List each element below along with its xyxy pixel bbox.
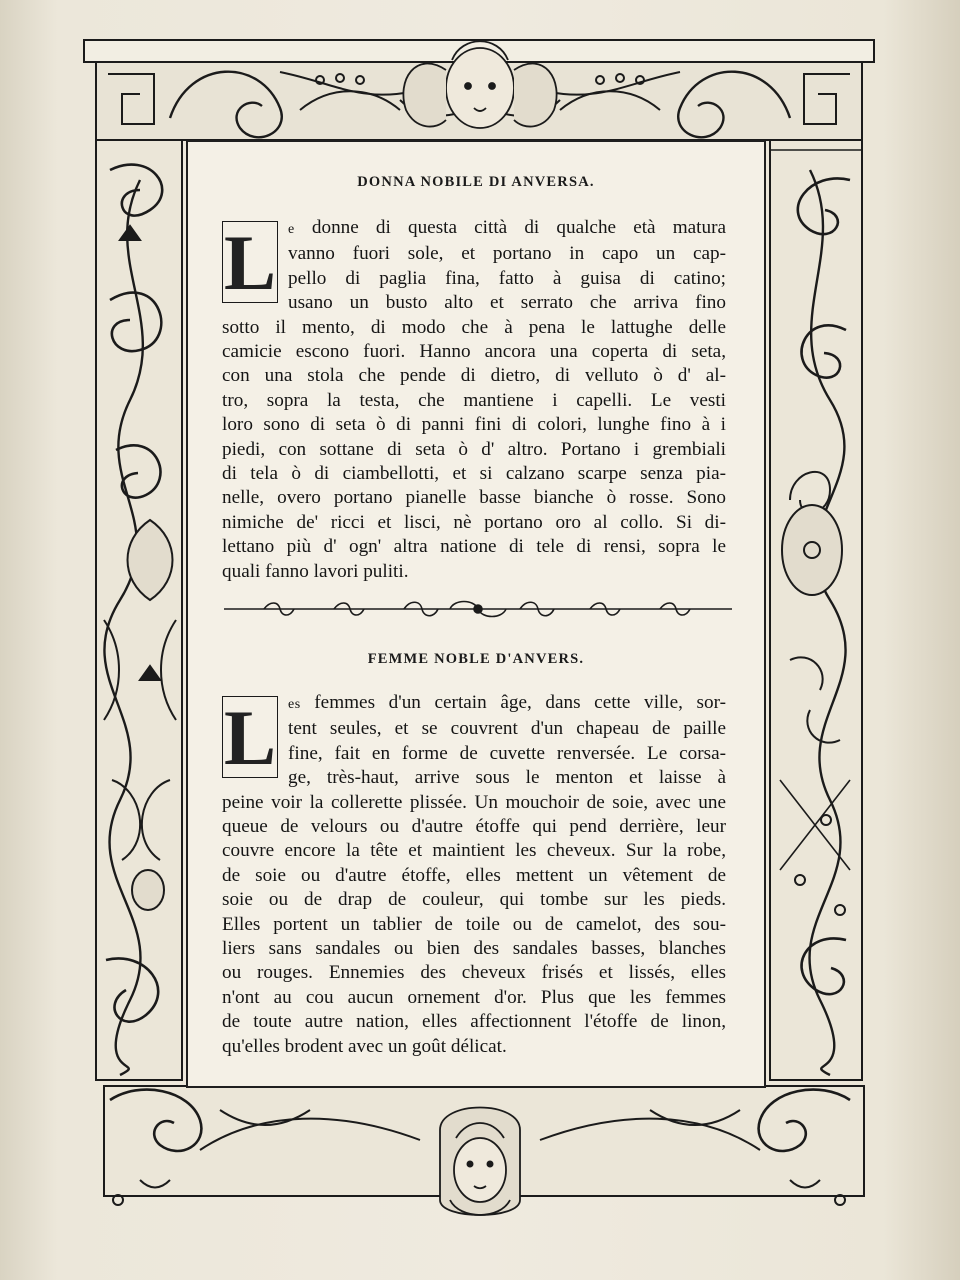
text-line: couvre encore la tête et maintient les cheveux. Sur la robe, bbox=[222, 840, 726, 862]
italian-title: DONNA NOBILE DI ANVERSA. bbox=[357, 174, 595, 190]
drop-cap-letter: L bbox=[223, 219, 277, 306]
text-line: de soie ou d'autre étoffe, elles mettent un vêtement de bbox=[222, 864, 726, 886]
text-line: usano un busto alto et serrato che arriva fino bbox=[288, 292, 726, 314]
text-line: Elles portent un tablier de toile ou de camelot, des sou- bbox=[222, 913, 726, 935]
italian-paragraph bbox=[222, 216, 726, 584]
text-line: ge, très-haut, arrive sous le menton et laisse à bbox=[288, 767, 726, 789]
french-paragraph bbox=[222, 691, 726, 1059]
text-panel bbox=[186, 140, 766, 1088]
text-line: lettano più d' ogn' altra natione di tele di rensi, sopra le bbox=[222, 536, 726, 558]
text-line: piedi, con sottane di seta ò d' altro. Portano i grembiali bbox=[222, 438, 726, 460]
text-line: di tela ò di ciambellotti, et si calzano scarpe senza pia- bbox=[222, 463, 726, 485]
text-line: peine voir la collerette plissée. Un mouchoir de soie, avec une bbox=[222, 791, 726, 813]
right-scroll-column bbox=[770, 140, 862, 1080]
first-word-rest: es bbox=[288, 697, 301, 712]
left-scroll-column bbox=[96, 140, 182, 1080]
mascaron-head bbox=[440, 1108, 520, 1216]
text-line: quali fanno lavori puliti. bbox=[222, 560, 409, 582]
text-line: es femmes d'un certain âge, dans cette ville, sor- bbox=[288, 692, 726, 713]
text-line: pello di paglia fina, fatto à guisa di catino; bbox=[288, 267, 726, 289]
text-line: e donne di questa città di qualche età matura bbox=[288, 217, 726, 238]
french-title: FEMME NOBLE D'ANVERS. bbox=[367, 651, 585, 667]
text-line: vanno fuori sole, et portano in capo un cap- bbox=[288, 243, 726, 265]
text-line: liers sans sandales ou bien des sandales basses, blanches bbox=[222, 938, 726, 960]
text-line: queue de velours ou d'autre étoffe qui pend derrière, leur bbox=[222, 816, 726, 838]
text-line: nimiche de' ricci et lisci, nè portano oro al collo. Si di- bbox=[222, 511, 726, 533]
vine-scroll-divider bbox=[224, 597, 732, 621]
text-line: soie ou de drap de couleur, qui tombe sur les pieds. bbox=[222, 889, 726, 911]
text-line: con una stola che pende di dietro, di velluto ò d' al- bbox=[222, 365, 726, 387]
text-line: sotto il mento, di modo che à pena le lattughe delle bbox=[222, 316, 726, 338]
text-line: ou rouges. Ennemies des cheveux frisés et lissés, elles bbox=[222, 962, 726, 984]
text-line: de toute autre nation, elles affectionnent l'étoffe de linon, bbox=[222, 1011, 726, 1033]
text-line: n'ont au cou aucun ornement d'or. Plus que les femmes bbox=[222, 986, 726, 1008]
text-line: nelle, overo portano pianelle basse bianche ò rosse. Sono bbox=[222, 487, 726, 509]
text-line: camicie escono fuori. Hanno ancora una coperta di seta, bbox=[222, 341, 726, 363]
text-line: fine, fait en forme de cuvette renversée. Le corsa- bbox=[288, 742, 726, 764]
text-line: loro sono di seta ò di panni fini di colori, lunghe fino à i bbox=[222, 414, 726, 436]
first-word-rest: e bbox=[288, 222, 295, 237]
drop-cap-letter: L bbox=[223, 694, 277, 781]
text-line: tent seules, et se couvrent d'un chapeau de paille bbox=[288, 718, 726, 740]
text-line: tro, sopra la testa, che mantiene i capelli. Le vesti bbox=[222, 389, 726, 411]
text-line: qu'elles brodent avec un goût délicat. bbox=[222, 1035, 507, 1057]
